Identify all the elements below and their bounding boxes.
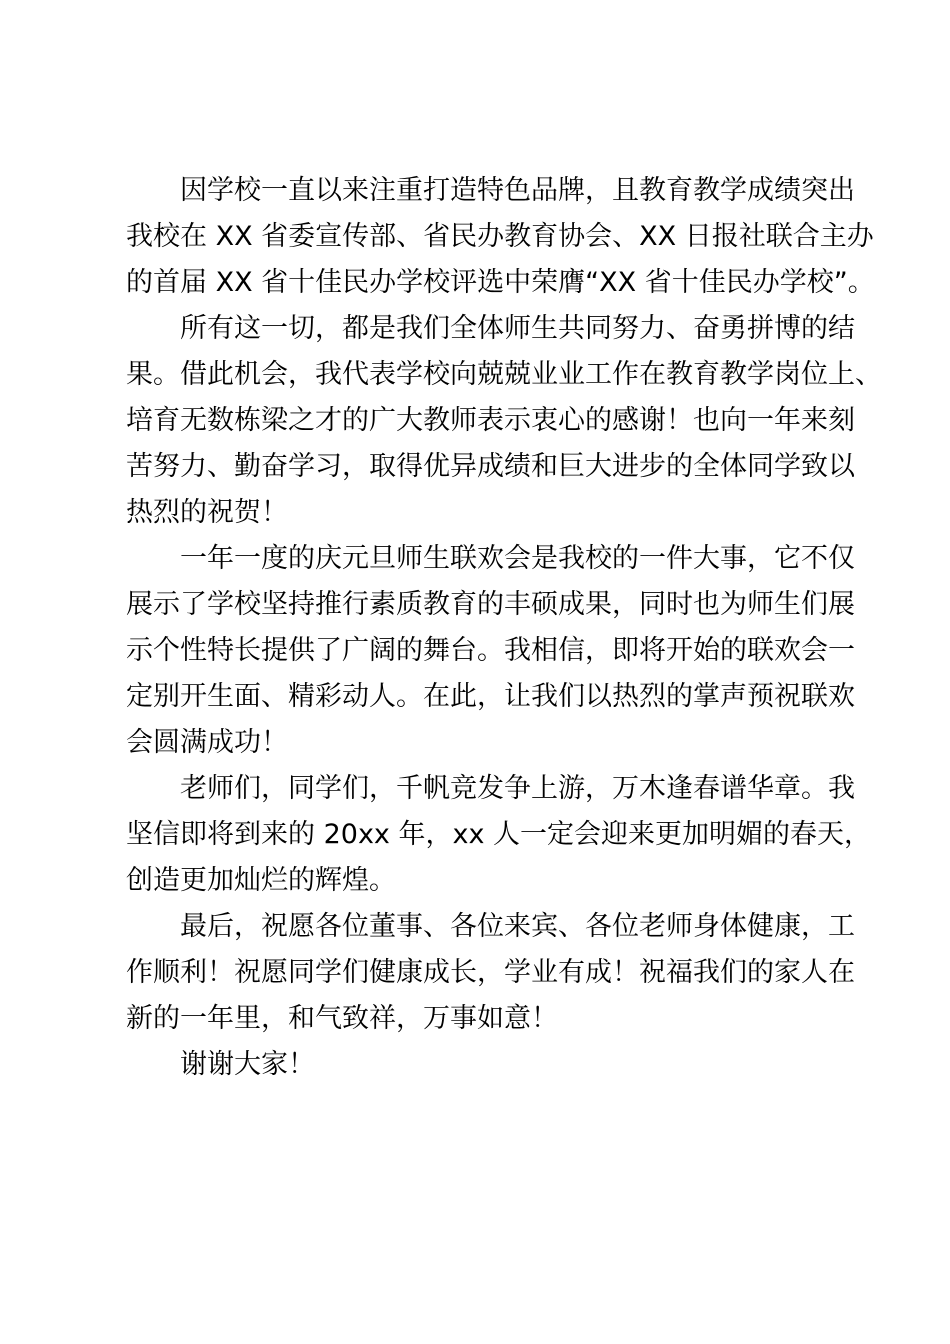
text-line: 所有这一切，都是我们全体师生共同努力、奋勇拼博的结 bbox=[180, 313, 855, 344]
text-line: 会圆满成功！ bbox=[126, 727, 288, 758]
paragraph-outlook bbox=[126, 766, 872, 904]
paragraph-gala bbox=[126, 536, 855, 766]
text-line: 因学校一直以来注重打造特色品牌，且教育教学成绩突出 bbox=[180, 175, 855, 206]
paragraph-closing bbox=[126, 1042, 838, 1088]
text-line: 示个性特长提供了广阔的舞台。我相信，即将开始的联欢会一 bbox=[126, 635, 855, 666]
text-line: 果。借此机会，我代表学校向兢兢业业工作在教育教学岗位上、 bbox=[126, 359, 882, 390]
text-line: 老师们，同学们，千帆竞发争上游，万木逢春谱华章。我 bbox=[180, 773, 855, 804]
text-line: 苦努力、勤奋学习，取得优异成绩和巨大进步的全体同学致以 bbox=[126, 451, 855, 482]
text-line: 一年一度的庆元旦师生联欢会是我校的一件大事，它不仅 bbox=[180, 543, 855, 574]
text-line: 定别开生面、精彩动人。在此，让我们以热烈的掌声预祝联欢 bbox=[126, 681, 855, 712]
text-line: 热烈的祝贺！ bbox=[126, 497, 288, 528]
text-line: 培育无数栋梁之才的广大教师表示衷心的感谢！也向一年来刻 bbox=[126, 405, 855, 436]
text-line: 作顺利！祝愿同学们健康成长，学业有成！祝福我们的家人在 bbox=[126, 957, 855, 988]
text-line: 新的一年里，和气致祥，万事如意！ bbox=[126, 1003, 558, 1034]
paragraph-thanks bbox=[126, 306, 882, 536]
text-line: 谢谢大家！ bbox=[180, 1049, 315, 1080]
document-body bbox=[126, 168, 882, 1088]
text-line: 展示了学校坚持推行素质教育的丰硕成果，同时也为师生们展 bbox=[126, 589, 855, 620]
paragraph-school-honor bbox=[126, 168, 875, 306]
text-line: 最后，祝愿各位董事、各位来宾、各位老师身体健康，工 bbox=[180, 911, 855, 942]
text-line: 我校在 XX 省委宣传部、省民办教育协会、XX 日报社联合主办 bbox=[126, 221, 874, 252]
text-line: 坚信即将到来的 20xx 年，xx 人一定会迎来更加明媚的春天， bbox=[126, 819, 872, 850]
text-line: 的首届 XX 省十佳民办学校评选中荣膺“XX 省十佳民办学校”。 bbox=[126, 267, 875, 298]
paragraph-wishes bbox=[126, 904, 855, 1042]
text-line: 创造更加灿烂的辉煌。 bbox=[126, 865, 396, 896]
